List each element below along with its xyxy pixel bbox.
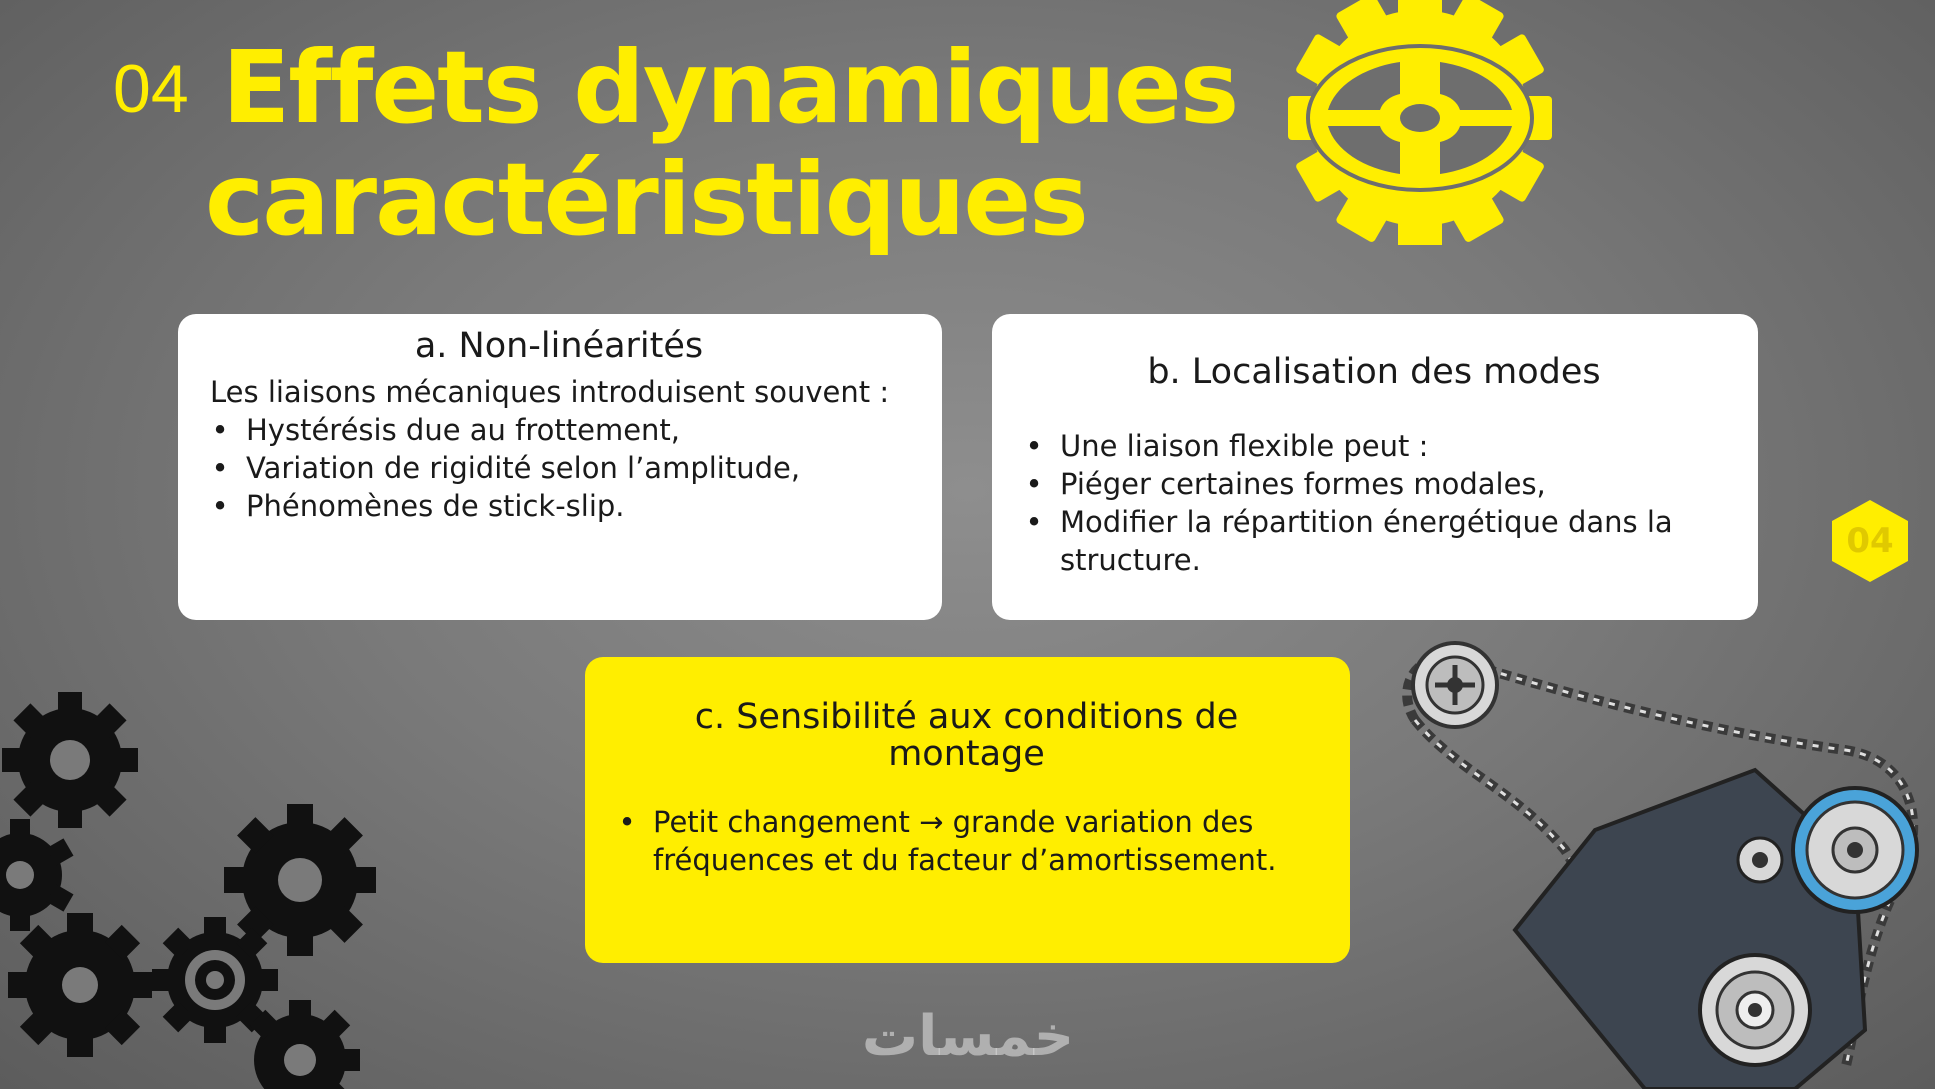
list-item: • Hystérésis due au frottement, bbox=[246, 411, 908, 449]
list-item: • Petit changement → grande variation des fréquences et du facteur d’amortissement. bbox=[653, 803, 1316, 879]
bullet-list bbox=[210, 411, 908, 525]
chain-sprocket-icon bbox=[1395, 630, 1935, 1089]
list-item: • Une liaison flexible peut : bbox=[1060, 427, 1724, 465]
gears-cluster-icon bbox=[0, 690, 380, 1089]
list-item: • Piéger certaines formes modales, bbox=[1060, 465, 1724, 503]
slide-badge-number: 04 bbox=[1846, 521, 1894, 561]
card-title: c. Sensibilité aux conditions de montage bbox=[694, 697, 1239, 774]
bullet-list bbox=[1024, 427, 1724, 579]
card-mode-localization bbox=[992, 314, 1758, 620]
list-item: • Variation de rigidité selon l’amplitude, bbox=[246, 449, 908, 487]
slide-title-line-1: Effets dynamiques bbox=[222, 29, 1238, 146]
card-mounting-sensitivity bbox=[585, 657, 1350, 963]
slide-number: 04 bbox=[113, 51, 189, 127]
khamsat-logo: خمسات bbox=[861, 1004, 1075, 1069]
card-title: a. Non-linéarités bbox=[414, 326, 704, 366]
bullet-list bbox=[617, 803, 1316, 879]
list-item: • Modifier la répartition énergétique dans la structure. bbox=[1060, 503, 1724, 579]
card-title: b. Localisation des modes bbox=[1147, 352, 1601, 392]
card-intro: Les liaisons mécaniques introduisent souvent : bbox=[210, 374, 890, 409]
list-item: • Phénomènes de stick-slip. bbox=[246, 487, 908, 525]
gear-icon bbox=[1255, 0, 1585, 245]
slide-title-line-2: caractéristiques bbox=[205, 141, 1087, 258]
card-non-linearities bbox=[178, 314, 942, 620]
